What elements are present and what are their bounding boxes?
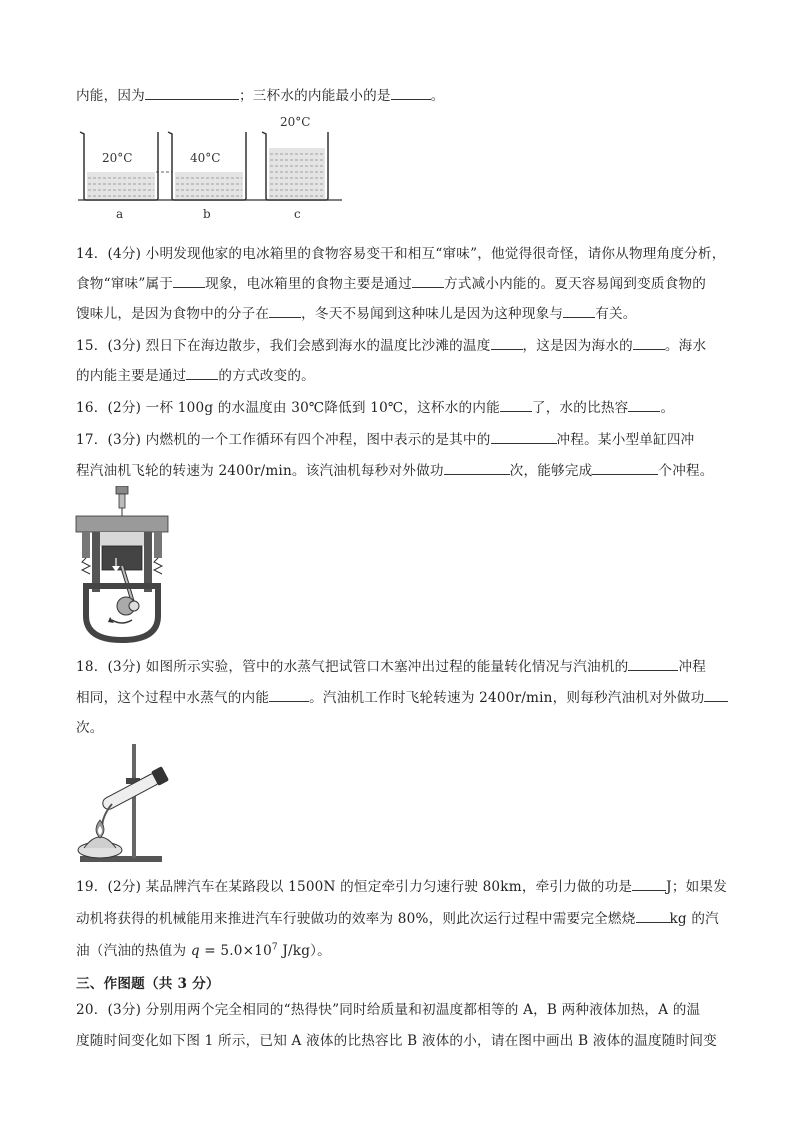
q16-line1: 16．(2分) 一杯 100g 的水温度由 30℃降低到 10℃，这杯水的内能 了，水的比热容 。 xyxy=(76,400,675,416)
answer-blank[interactable] xyxy=(632,878,666,891)
q17-line1: 17．(3分) 内燃机的一个工作循环有四个冲程，图中表示的是其中的 冲程。某小型单缸四冲 xyxy=(76,432,695,448)
answer-blank[interactable] xyxy=(628,658,678,671)
q15-line1: 15．(3分) 烈日下在海边散步，我们会感到海水的温度比沙滩的温度 ，这是因为海水的 。海水 xyxy=(76,338,707,354)
beaker-c xyxy=(262,115,328,221)
q20-line2: 度随时间变化如下图 1 所示，已知 A 液体的比热容比 B 液体的小，请在图中画出 B 液体的温度随时间变 xyxy=(76,1033,717,1049)
q15-line2: 的内能主要是通过 的方式改变的。 xyxy=(76,368,315,384)
answer-blank[interactable] xyxy=(145,87,239,100)
beaker-c-label: c xyxy=(294,207,301,221)
answer-blank[interactable] xyxy=(269,689,309,702)
answer-blank[interactable] xyxy=(186,367,218,380)
q20-line1: 20．(3分) 分别用两个完全相同的“热得快”同时给质量和初温度都相等的 A，B 两种液体加热，A 的温 xyxy=(76,1002,701,1018)
answer-blank[interactable] xyxy=(704,689,728,702)
answer-blank[interactable] xyxy=(633,337,665,350)
q13-text: 内能，因为 ；三杯水的内能最小的是 。 xyxy=(76,88,445,104)
answer-blank[interactable] xyxy=(592,462,658,475)
answer-blank[interactable] xyxy=(173,275,205,288)
beaker-c-temp: 20°C xyxy=(280,115,311,129)
answer-blank[interactable] xyxy=(563,305,595,318)
test-tube-figure xyxy=(72,742,182,866)
answer-blank[interactable] xyxy=(500,399,532,412)
answer-blank[interactable] xyxy=(412,275,444,288)
beaker-a-label: a xyxy=(116,207,124,221)
answer-blank[interactable] xyxy=(444,462,510,475)
answer-blank[interactable] xyxy=(269,305,301,318)
answer-blank[interactable] xyxy=(491,431,557,444)
q18-line3: 次。 xyxy=(76,720,104,736)
q19-line3: 油（汽油的热值为 $q = 5.0\times 10^7$ J/kg）。 xyxy=(76,942,331,959)
beaker-b-temp: 40°C xyxy=(190,151,221,165)
beaker-b-label: b xyxy=(203,207,211,221)
answer-blank[interactable] xyxy=(636,910,670,923)
engine-figure xyxy=(72,486,172,644)
q19-line1: 19．(2分) 某品牌汽车在某路段以 1500N 的恒定牵引力匀速行驶 80km，牵引力做的功是 J；如果发 xyxy=(76,879,727,895)
beakers-figure xyxy=(70,112,360,227)
beaker-b xyxy=(168,132,246,221)
q19-line2: 动机将获得的机械能用来推进汽车行驶做功的效率为 80%，则此次运行过程中需要完全燃烧 kg 的汽 xyxy=(76,911,719,927)
q18-line2: 相同，这个过程中水蒸气的内能 。汽油机工作时飞轮转速为 2400r/min，则每秒汽油机对外做功 xyxy=(76,686,728,706)
q17-line2: 程汽油机飞轮的转速为 2400r/min。该汽油机每秒对外做功 次，能够完成 个冲程。 xyxy=(76,463,714,479)
section-heading: 三、作图题（共 3 分） xyxy=(76,976,220,992)
q18-line1: 18．(3分) 如图所示实验，管中的水蒸气把试管口木塞冲出过程的能量转化情况与汽油机的 冲程 xyxy=(76,659,707,675)
answer-blank[interactable] xyxy=(628,399,660,412)
q14-line3: 馊味儿，是因为食物中的分子在 ，冬天不易闻到这种味儿是因为这种现象与 有关。 xyxy=(76,306,637,322)
beaker-a xyxy=(80,132,158,221)
answer-blank[interactable] xyxy=(391,87,431,100)
q14-line2: 食物“窜味”属于 现象，电冰箱里的食物主要是通过 方式减小内能的。夏天容易闻到变质食物的 xyxy=(76,276,707,292)
answer-blank[interactable] xyxy=(491,337,523,350)
beaker-a-temp: 20°C xyxy=(102,151,133,165)
q14-line1: 14．(4分) 小明发现他家的电冰箱里的食物容易变干和相互“窜味”，他觉得很奇怪，请你从物理角度分析， xyxy=(76,246,726,262)
